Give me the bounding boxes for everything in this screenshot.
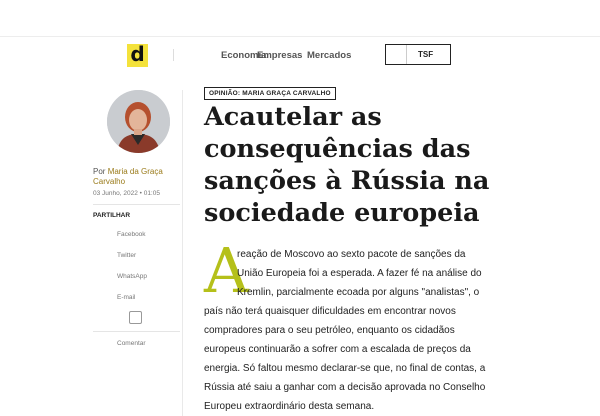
logo-separator bbox=[173, 49, 174, 61]
tsf-icon bbox=[386, 45, 407, 64]
publish-date: 03 Junho, 2022 • 01:05 bbox=[93, 190, 160, 197]
article-body bbox=[204, 245, 504, 416]
share-facebook[interactable]: Facebook bbox=[117, 231, 146, 238]
nav-empresas[interactable]: Empresas bbox=[257, 50, 303, 61]
drop-cap: A bbox=[204, 234, 249, 307]
sidebar-rule bbox=[182, 90, 183, 416]
body-line: europeus continuarão a sofrer com a escalada de preços da bbox=[204, 344, 471, 355]
byline-prefix: Por bbox=[93, 167, 106, 176]
headline-line: Acautelar as bbox=[204, 102, 382, 132]
site-logo[interactable]: d bbox=[127, 44, 148, 67]
nav-mercados[interactable]: Mercados bbox=[307, 50, 352, 61]
body-line: país não terá quaisquer dificuldades em encontrar novos bbox=[204, 306, 456, 317]
body-line: compradores para o seu petróleo, enquanto os cidadãos bbox=[204, 325, 455, 336]
body-line: Europeu extraordinário desta semana. bbox=[204, 401, 375, 412]
tsf-label: TSF bbox=[418, 50, 434, 59]
share-whatsapp[interactable]: WhatsApp bbox=[117, 273, 147, 280]
author-byline bbox=[93, 167, 163, 187]
comment-link[interactable]: Comentar bbox=[117, 340, 146, 347]
share-twitter[interactable]: Twitter bbox=[117, 252, 137, 259]
tsf-radio-button[interactable] bbox=[385, 44, 451, 65]
body-line: União Europeia foi a esperada. A fazer fé na análise do bbox=[237, 268, 482, 279]
author-avatar bbox=[107, 90, 170, 153]
body-line: energia. Só faltou mesmo declarar-se que, no final de contas, a bbox=[204, 363, 486, 374]
headline-line: consequências das bbox=[204, 134, 471, 164]
copy-link-icon[interactable] bbox=[129, 311, 142, 324]
nav-economia[interactable]: Economia bbox=[221, 50, 267, 61]
article-headline bbox=[204, 101, 494, 229]
sidebar-divider bbox=[93, 204, 180, 205]
body-line: Kremlin, parcialmente ecoada por alguns "analistas", o bbox=[237, 287, 480, 298]
author-name-cont[interactable]: Carvalho bbox=[93, 177, 126, 186]
top-divider bbox=[0, 36, 600, 37]
body-line: Rússia até saiu a ganhar com a decisão aprovada no Conselho bbox=[204, 382, 486, 393]
share-heading: PARTILHAR bbox=[93, 212, 131, 219]
sidebar-divider-2 bbox=[93, 331, 180, 332]
body-line: reação de Moscovo ao sexto pacote de sanções da bbox=[237, 249, 466, 260]
headline-line: sanções à Rússia na bbox=[204, 166, 490, 196]
headline-line: sociedade europeia bbox=[204, 198, 480, 228]
share-email[interactable]: E-mail bbox=[117, 294, 136, 301]
author-name[interactable]: Maria da Graça bbox=[107, 167, 163, 176]
opinion-tag[interactable]: OPINIÃO: MARIA GRAÇA CARVALHO bbox=[204, 87, 336, 100]
